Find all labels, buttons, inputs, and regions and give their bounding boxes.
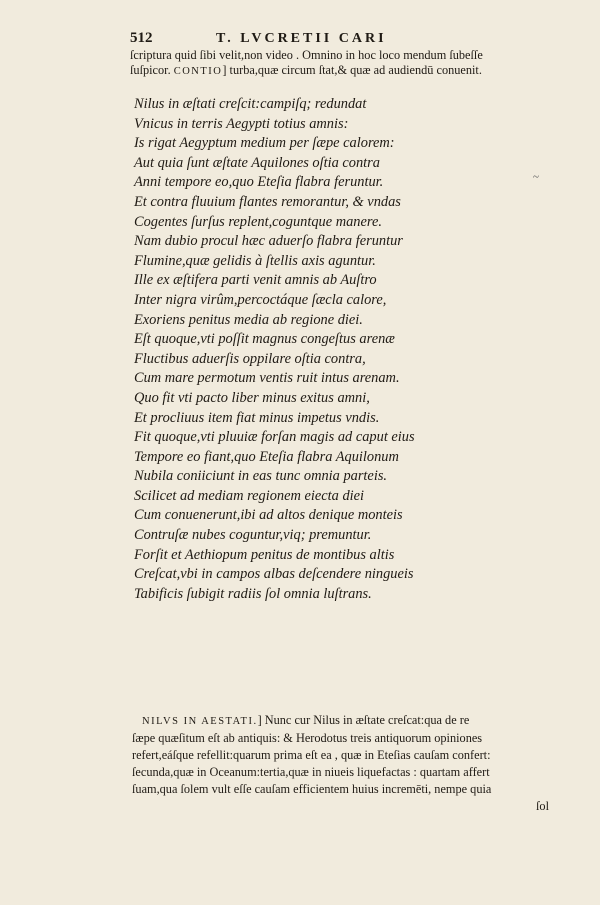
- verse-line: Flumine,quæ gelidis à ſtellis axis aguntur.: [134, 252, 376, 269]
- verse-line: Cogentes ſurſus replent,coguntque manere.: [134, 213, 382, 230]
- commentary-lemma: NILVS IN AESTATI.: [142, 716, 258, 727]
- verse-line: Fluctibus aduerſis oppilare oſtia contra,: [134, 350, 366, 367]
- verse-line: Scilicet ad mediam regionem eiecta diei: [134, 487, 365, 504]
- commentary-line: refert,eáſque refellit:quarum prima eſt ea , quæ in Eteſias cauſam confert:: [132, 748, 491, 762]
- commentary-line: ſuam,qua ſolem vult eſſe cauſam efficientem huius incremēti, nempe quia: [132, 782, 492, 796]
- verse-line: Cum conuenerunt,ibi ad altos denique monteis: [134, 507, 403, 524]
- verse-line: Cum mare permotum ventis ruit intus arenam.: [134, 370, 400, 387]
- commentary-line: ſecunda,quæ in Oceanum:tertia,quæ in niueis liquefactas : quartam affert: [132, 765, 490, 779]
- verse-line: Contruſæ nubes coguntur,viq; premuntur.: [134, 527, 372, 544]
- verse-line: Vnicus in terris Aegypti totius amnis:: [134, 115, 349, 132]
- prefatory-note: [130, 48, 550, 79]
- verse-block: [134, 95, 494, 604]
- commentary-block: [132, 712, 557, 815]
- verse-line: Fit quoque,vti pluuiæ forſan magis ad caput eius: [134, 429, 415, 446]
- verse-line: Creſcat,vbi in campos albas deſcendere ningueis: [134, 566, 414, 583]
- verse-line: Anni tempore eo,quo Eteſia flabra feruntur.: [134, 174, 384, 191]
- page-number: 512: [130, 30, 153, 46]
- running-title: T. LVCRETII CARI: [216, 31, 387, 46]
- verse-line: Eſt quoque,vti poſſit magnus congeſtus arenæ: [134, 331, 395, 348]
- verse-line: Tabificis ſubigit radiis ſol omnia luſtrans.: [134, 585, 372, 602]
- verse-line: Tempore eo fiant,quo Eteſia flabra Aquilonum: [134, 448, 399, 465]
- verse-line: Et contra fluuium flantes remorantur, & vndas: [134, 193, 401, 210]
- prefatory-lemma: CONTIO: [173, 66, 223, 77]
- prefatory-line: [130, 63, 550, 79]
- verse-line: Inter nigra virûm,percoctáque ſæcla calore,: [134, 291, 387, 308]
- commentary-line-start: ] Nunc cur Nilus in æſtate creſcat:qua de re: [257, 713, 470, 727]
- margin-mark: ~: [533, 171, 539, 183]
- verse-line: Is rigat Aegyptum medium per ſæpe calorem:: [134, 135, 395, 152]
- verse-line: Nubila coniiciunt in eas tunc omnia parteis.: [134, 468, 388, 485]
- verse-line: Exoriens penitus media ab regione diei.: [134, 311, 363, 328]
- prefatory-line-end: ] turba,quæ circum ſtat,& quæ ad audiendū conuenit.: [222, 63, 482, 77]
- verse-line: Nam dubio procul hæc aduerſo flabra feruntur: [134, 233, 403, 250]
- catchword: ſol: [536, 799, 549, 813]
- verse-line: Ille ex æſtifera parti venit amnis ab Auſtro: [134, 272, 377, 289]
- verse-line: Forſit et Aethiopum penitus de montibus altis: [134, 546, 395, 563]
- commentary-line: ſæpe quæſitum eſt ab antiquis: & Herodotus treis antiquorum opiniones: [132, 731, 483, 745]
- commentary-line: [132, 712, 557, 730]
- verse-line: Et procliuus item fiat minus impetus vndis.: [134, 409, 380, 426]
- verse-line: Quo fit vti pacto liber minus exitus amni,: [134, 389, 370, 406]
- verse-line: Aut quia ſunt æſtate Aquilones oſtia contra: [134, 154, 380, 171]
- running-head: [130, 30, 530, 50]
- verse-line: Nilus in æſtati creſcit:campiſq; redundat: [134, 96, 367, 112]
- prefatory-line: ſcriptura quid ſibi velit,non video . Omnino in hoc loco mendum ſubeſſe: [130, 48, 483, 62]
- prefatory-line-start: ſuſpicor.: [130, 63, 174, 77]
